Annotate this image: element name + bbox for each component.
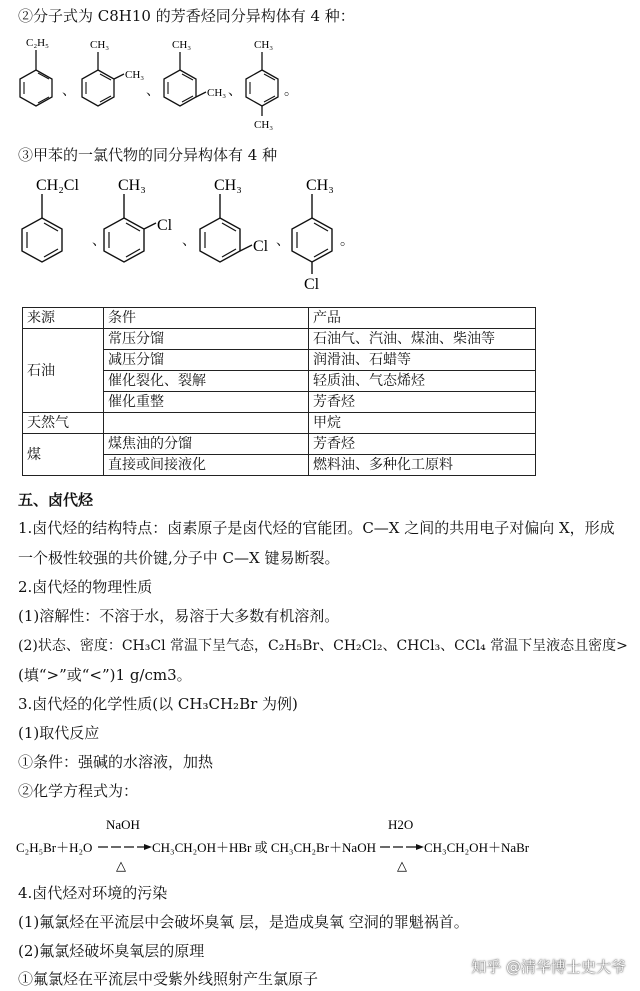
table-cell: 催化裂化、裂解 <box>104 371 309 392</box>
table-cell: 减压分馏 <box>104 350 309 371</box>
p-chlorotoluene-structure <box>286 170 346 295</box>
svg-text:CH₃: CH₃ <box>306 177 334 194</box>
end-mark: 。 <box>284 83 298 99</box>
table-cell: 甲烷 <box>309 413 536 434</box>
toluene-chloro-heading: ③甲苯的一氯代物的同分异构体有 4 种 <box>18 146 278 164</box>
table-cell: 芳香烃 <box>309 434 536 455</box>
svg-text:CH₃: CH₃ <box>90 39 110 51</box>
table-cell: 轻质油、气态烯烃 <box>309 371 536 392</box>
table-cell: 催化重整 <box>104 392 309 413</box>
condition-top: NaOH <box>106 817 140 832</box>
svg-text:Cl: Cl <box>253 238 269 255</box>
paragraph-line: ①条件：强碱的水溶液，加热 <box>18 753 214 771</box>
table-source-cell: 石油 <box>23 329 104 413</box>
ethylbenzene-structure <box>14 30 64 110</box>
condition-top: H2O <box>388 817 414 832</box>
paragraph-line: 3.卤代烃的化学性质(以 CH₃CH₂Br 为例) <box>18 695 298 713</box>
equation-products: CH₃CH₂OH＋HBr 或 CH₃CH₂Br＋NaOH <box>152 840 376 855</box>
table-cell: 直接或间接液化 <box>104 455 309 476</box>
equation-reactants: C₂H₅Br＋H₂O <box>16 840 93 855</box>
m-chlorotoluene-structure <box>196 170 286 270</box>
svg-text:CH₃: CH₃ <box>125 69 145 81</box>
separator: 、 <box>62 83 76 99</box>
table-cell: 常压分馏 <box>104 329 309 350</box>
table-cell: 芳香烃 <box>309 392 536 413</box>
paragraph-line: 1.卤代烃的结构特点：卤素原子是卤代烃的官能团。C—X 之间的共用电子对偏向 X，形成 <box>18 519 615 537</box>
paragraph-line: (2)状态、密度：CH₃Cl 常温下呈气态，C₂H₅Br、CH₂Cl₂、CHCl₃、CCl₄ 常温下呈液态且密度> <box>18 638 628 654</box>
table-header-cell: 来源 <box>23 308 104 329</box>
paragraph-line: ①氟氯烃在平流层中受紫外线照射产生氯原子 <box>18 970 319 988</box>
benzyl-chloride-structure <box>18 170 98 270</box>
separator: 、 <box>182 233 196 249</box>
table-cell: 煤焦油的分馏 <box>104 434 309 455</box>
equation-products: CH₃CH₂OH＋NaBr <box>424 840 530 855</box>
svg-text:Cl: Cl <box>157 217 173 234</box>
m-xylene-structure <box>158 30 238 110</box>
paragraph-line: (1)取代反应 <box>18 724 100 742</box>
reaction-equation <box>14 812 634 874</box>
separator: 、 <box>276 233 290 249</box>
ethyl-label: C₂H₅ <box>26 37 49 49</box>
separator: 、 <box>92 233 106 249</box>
separator: 、 <box>146 83 160 99</box>
svg-text:CH₃: CH₃ <box>254 119 274 130</box>
svg-text:Cl: Cl <box>304 276 320 293</box>
svg-text:CH₃: CH₃ <box>214 177 242 194</box>
svg-text:CH₂Cl: CH₂Cl <box>36 177 79 194</box>
separator: 、 <box>228 83 242 99</box>
table-cell: 石油气、汽油、煤油、柴油等 <box>309 329 536 350</box>
table-cell: 润滑油、石蜡等 <box>309 350 536 371</box>
isomer-c8h10-heading: ②分子式为 C8H10 的芳香烃同分异构体有 4 种： <box>18 7 355 25</box>
paragraph-line: ②化学方程式为： <box>18 782 139 800</box>
resource-table <box>22 307 536 476</box>
paragraph-line: (1)氟氯烃在平流层中会破坏臭氧 层，是造成臭氧 空洞的罪魁祸首。 <box>18 913 469 931</box>
svg-text:CH₃: CH₃ <box>118 177 146 194</box>
table-header-row <box>23 308 536 329</box>
watermark: 知乎 @清华博士史大爷 <box>471 958 626 976</box>
table-cell: 燃料油、多种化工原料 <box>309 455 536 476</box>
table-cell <box>104 413 309 434</box>
condition-bottom: △ <box>116 858 126 873</box>
table-source-cell: 煤 <box>23 434 104 476</box>
paragraph-line: (2)氟氯烃破坏臭氧层的原理 <box>18 942 205 960</box>
o-xylene-structure <box>76 30 156 110</box>
table-source-cell: 天然气 <box>23 413 104 434</box>
paragraph-line: (填“>”或“<”)1 g/cm3。 <box>18 666 192 684</box>
paragraph-line: 4.卤代烃对环境的污染 <box>18 884 168 902</box>
paragraph-line: 一个极性较强的共价键,分子中 C—X 键易断裂。 <box>18 549 340 567</box>
section-heading: 五、卤代烃 <box>18 491 94 509</box>
table-row <box>23 413 536 434</box>
table-row <box>23 329 536 350</box>
paragraph-line: (1)溶解性：不溶于水，易溶于大多数有机溶剂。 <box>18 607 340 625</box>
end-mark: 。 <box>340 233 354 249</box>
svg-text:CH₃: CH₃ <box>172 39 192 51</box>
table-row <box>23 434 536 455</box>
svg-text:CH₃: CH₃ <box>254 39 274 51</box>
svg-text:CH₃: CH₃ <box>207 87 227 99</box>
paragraph-line: 2.卤代烃的物理性质 <box>18 578 153 596</box>
o-chlorotoluene-structure <box>100 170 190 270</box>
table-header-cell: 条件 <box>104 308 309 329</box>
table-header-cell: 产品 <box>309 308 536 329</box>
condition-bottom: △ <box>397 858 407 873</box>
